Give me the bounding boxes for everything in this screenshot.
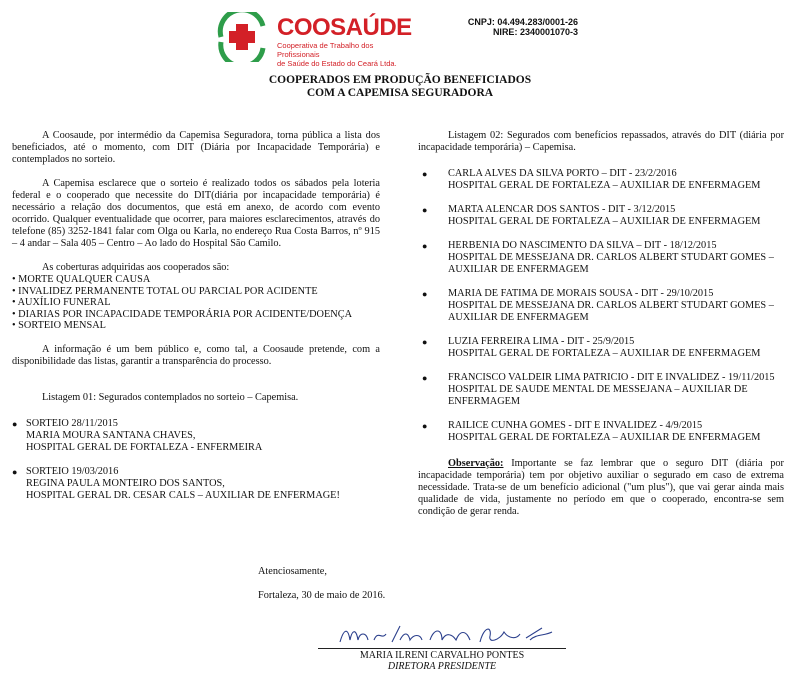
place-date: Fortaleza, 30 de maio de 2016. [258,590,386,601]
list-item: ● RAILICE CUNHA GOMES - DIT E INVALIDEZ - 4/9/2015 HOSPITAL GERAL DE FORTALEZA – AUXILIAR DE ENFERMAGEM [422,420,761,443]
document-title: COOPERADOS EM PRODUÇÃO BENEFICIADOS COM A CAPEMISA SEGURADORA [268,74,532,99]
cnpj: CNPJ: 04.494.283/0001-26 [467,17,578,27]
bullet-icon: ● [422,289,428,299]
bullet-icon: ● [422,205,428,215]
bullet-icon: ● [422,241,428,251]
list-item: ● HERBENIA DO NASCIMENTO DA SILVA – DIT - 18/12/2015 HOSPITAL DE MESSEJANA DR. CARLOS ALBERT STUDART GOMES – AUXILIAR DE ENFERMAGEM [422,240,774,275]
transparency-paragraph: A informação é um bem público e, como tal, a Coosaude pretende, com a disponibilidade das listas, garantir a transparência do processo. [12,344,380,367]
bullet-icon: ● [422,373,428,383]
medical-cross-icon [213,12,271,62]
signer-block [318,650,566,672]
signature-line [318,648,566,649]
coverage-item: • DIARIAS POR INCAPACIDADE TEMPORÁRIA POR ACIDENTE/DOENÇA [12,308,353,320]
coverage-list [12,274,380,328]
closing: Atenciosamente, [258,566,327,577]
bullet-icon: ● [422,337,428,347]
right-column [418,130,784,518]
coosaude-logo [213,12,412,68]
list-item: ● FRANCISCO VALDEIR LIMA PATRICIO - DIT E INVALIDEZ - 19/11/2015 HOSPITAL DE SAUDE MENTAL DE MESSEJANA – AUXILIAR DE ENFERMAGEM [422,372,775,407]
signer-role: DIRETORA PRESIDENTE [387,661,497,672]
bullet-icon: ● [422,169,428,179]
list-item: ● MARIA DE FATIMA DE MORAIS SOUSA - DIT - 29/10/2015 HOSPITAL DE MESSEJANA DR. CARLOS ALBERT STUDART GOMES – AUXILIAR DE ENFERMAGEM [422,288,774,323]
registration-info [468,17,578,37]
coverage-item: • MORTE QUALQUER CAUSA [12,274,151,285]
left-column [12,130,380,502]
logo-wordmark: COOSAÚDE [277,14,412,41]
signer-name: MARIA ILRENI CARVALHO PONTES [359,650,525,661]
logo-subtitle: Cooperativa de Trabalho dos Profissionais de Saúde do Estado do Ceará Ltda. [277,41,397,68]
list-item: ● LUZIA FERREIRA LIMA - DIT - 25/9/2015 HOSPITAL GERAL DE FORTALEZA – AUXILIAR DE ENFERMAGEM [422,336,761,359]
list2-title: Listagem 02: Segurados com benefícios repassados, através do DIT (diária por incapacidade temporária) – Capemisa. [418,130,784,153]
coverage-item: • SORTEIO MENSAL [12,320,106,328]
nire: NIRE: 2340001070-3 [492,27,578,37]
list-item: ● CARLA ALVES DA SILVA PORTO – DIT - 23/2/2016 HOSPITAL GERAL DE FORTALEZA – AUXILIAR DE ENFERMAGEM [422,168,761,191]
coverage-item: • AUXÍLIO FUNERAL [12,297,111,308]
observation-paragraph: Observação: Importante se faz lembrar que o seguro DIT (diária por incapacidade temporária) tem por objetivo auxiliar o segurado em caso de extrema necessidade. Trata-se de um benefício adicional ("um plus"), que vai gerar ainda mais qualidade de vida, justamente no período em que o cooperado, encontra-se sem condição de gerar renda. [418,458,784,517]
bullet-icon: ● [422,421,428,431]
coverage-intro: As coberturas adquiridas aos cooperados são: [42,262,230,273]
bullet-icon: ● [12,419,18,429]
list2 [418,168,784,444]
bullet-icon: ● [12,467,18,477]
sorteio-paragraph: A Capemisa esclarece que o sorteio é realizado todos os sábados pela loteria federal e o cooperado que necessite do DIT(diária por incapacidade temporária) é necessário a relação dos documentos, que está em anexo, de acordo com evento ocorrido. Qualquer eventualidade que ocorrer, para maiores esclarecimentos, através do telefone (85) 3252-1841 falar com Olga ou Karla, no endereço Rua Costa Barros, nº 915 – 4 andar – Sala 405 – Centro – Ao lado do Hospital São Camilo. [12,178,380,249]
handwritten-signature [330,622,560,648]
list-item: ● MARTA ALENCAR DOS SANTOS - DIT - 3/12/2015 HOSPITAL GERAL DE FORTALEZA – AUXILIAR DE ENFERMAGEM [422,204,761,227]
list-item: ● SORTEIO 28/11/2015 MARIA MOURA SANTANA CHAVES, HOSPITAL GERAL DE FORTALEZA - ENFERMEIRA [12,418,263,453]
coverage-item: • INVALIDEZ PERMANENTE TOTAL OU PARCIAL POR ACIDENTE [12,285,318,297]
list1-title: Listagem 01: Segurados contemplados no sorteio – Capemisa. [42,392,299,403]
list-item: ● SORTEIO 19/03/2016 REGINA PAULA MONTEIRO DOS SANTOS, HOSPITAL GERAL DR. CESAR CALS – AUXILIAR DE ENFERMAGE! [12,466,340,501]
intro-paragraph: A Coosaude, por intermédio da Capemisa Seguradora, torna pública a lista dos beneficiados, até o momento, com DIT (Diária por Incapacidade Temporária) e contemplados no sorteio. [12,130,380,165]
observation-label: Observação: [448,458,504,469]
